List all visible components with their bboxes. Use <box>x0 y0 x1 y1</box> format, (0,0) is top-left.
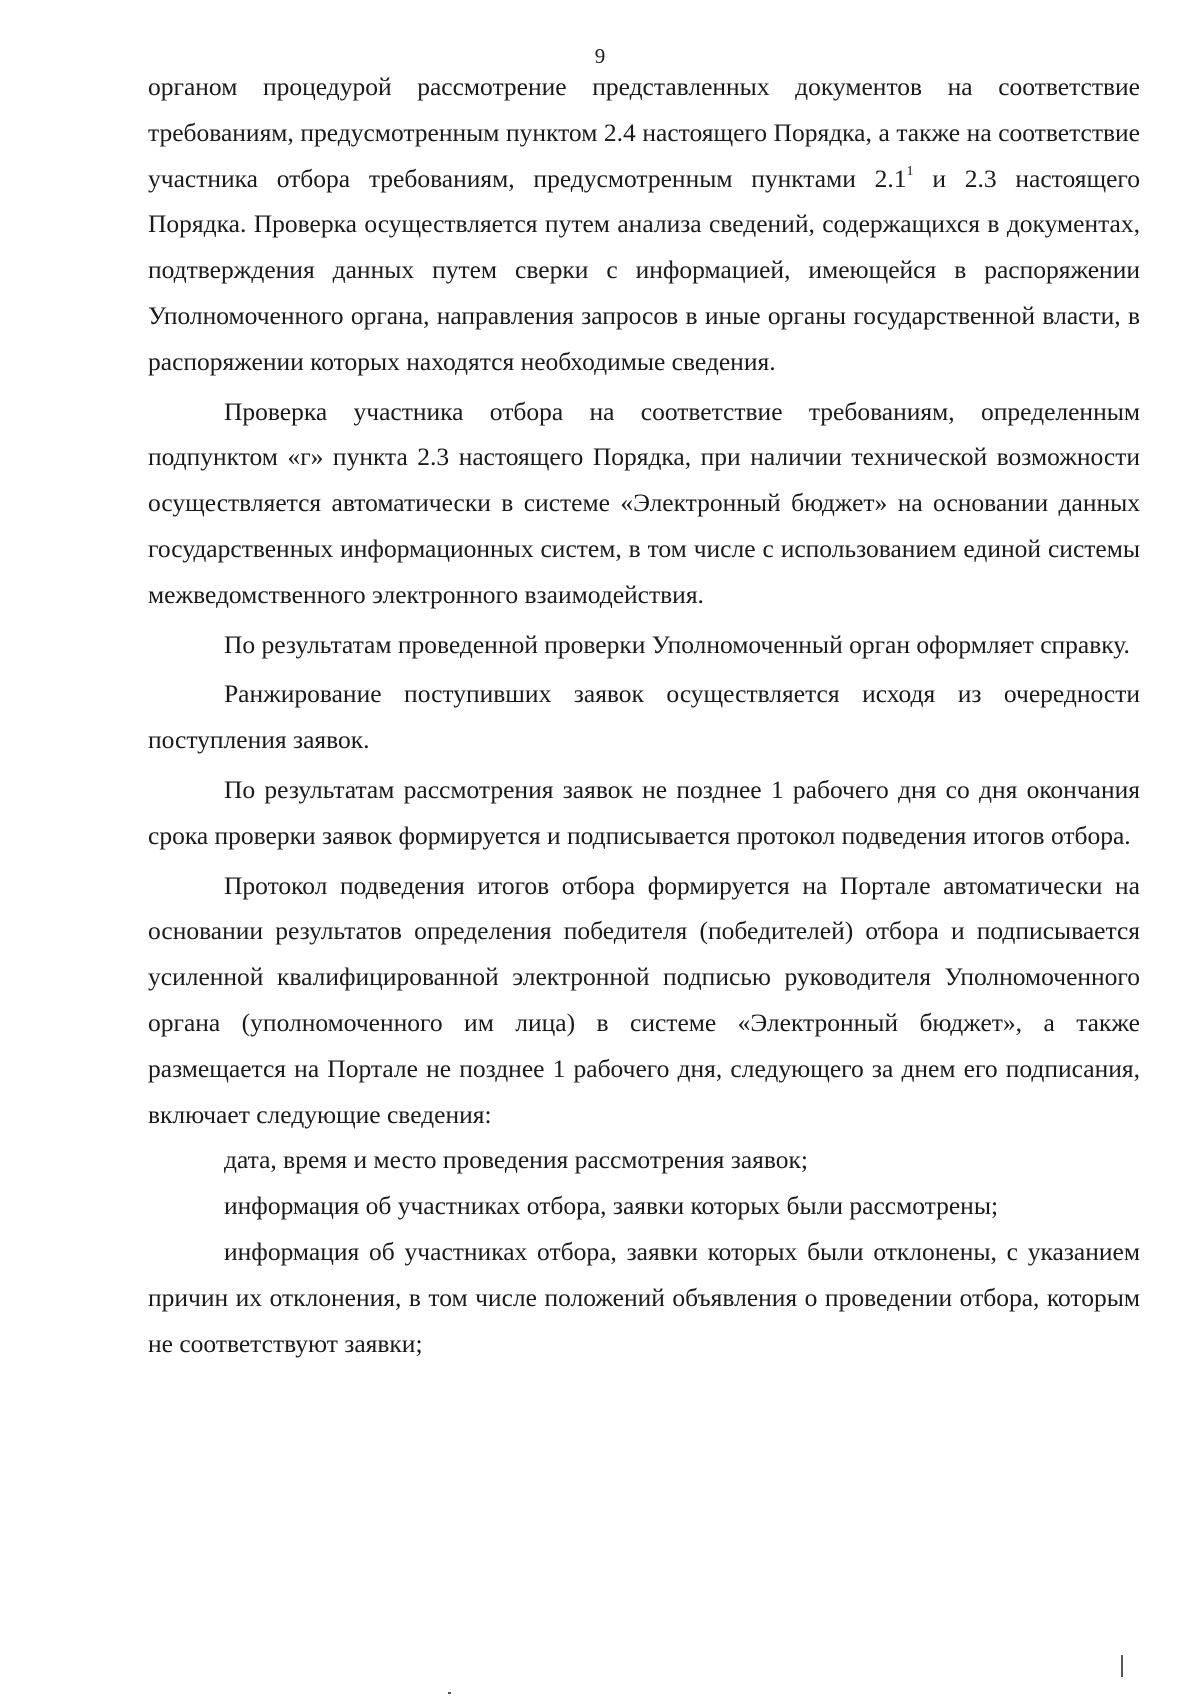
paragraph-certificate: По результатам проведенной проверки Уполномоченный орган оформляет справку. <box>224 629 1130 659</box>
paragraph-automatic-check: Проверка участника отбора на соответствие требованиям, определенным подпунктом «г» пункта 2.3 настоящего Порядка, при наличии технической возможности осуществляется автоматически в системе «Электронный бюджет» на основании данных государственных информационных систем, в том числе с использованием единой системы межведомственного электронного взаимодействия. <box>148 396 1140 609</box>
superscript-footnote: 1 <box>906 163 914 179</box>
document-body <box>148 64 1140 1366</box>
paragraph-protocol-deadline: По результатам рассмотрения заявок не позднее 1 рабочего дня со дня окончания срока проверки заявок формируется и подписывается протокол подведения итогов отбора. <box>148 774 1140 850</box>
scan-artifact-dot <box>448 1692 451 1694</box>
page-number: 9 <box>594 44 606 68</box>
paragraph-protocol-contents: Протокол подведения итогов отбора формируется на Портале автоматически на основании результатов определения победителя (победителей) отбора и подписывается усиленной квалифицированной электронной подписью руководителя Уполномоченного органа (уполномоченного им лица) в системе «Электронный бюджет», а также размещается на Портале не позднее 1 рабочего дня, следующего за днем его подписания, включает следующие сведения: <box>148 870 1140 1129</box>
paragraph-text: и 2.3 настоящего Порядка. Проверка осуществляется путем анализа сведений, содержащихся в документах, подтверждения данных путем сверки с информацией, имеющейся в распоряжении Уполномоченного органа, направления запросов в иные органы государственной власти, в распоряжении которых находятся необходимые сведения. <box>148 163 1140 376</box>
list-item: информация об участниках отбора, заявки которых были отклонены, с указанием причин их отклонения, в том числе положений объявления о проведении отбора, которым не соответствуют заявки; <box>148 1236 1140 1358</box>
list-item: информация об участниках отбора, заявки которых были рассмотрены; <box>224 1191 999 1221</box>
paragraph-text: органом процедурой рассмотрение представленных документов на соответствие требованиям, предусмотренным пунктом 2.4 настоящего Порядка, а также на соответствие участника отбора требованиям, предусмотренным пунктами 2.1 <box>148 72 1140 193</box>
paragraph-ranking: Ранжирование поступивших заявок осуществляется исходя из очередности поступления заявок. <box>148 679 1140 755</box>
paragraph-review-procedure <box>148 64 1140 385</box>
scan-artifact-mark <box>1121 1655 1123 1677</box>
list-item: дата, время и место проведения рассмотрения заявок; <box>224 1145 808 1175</box>
